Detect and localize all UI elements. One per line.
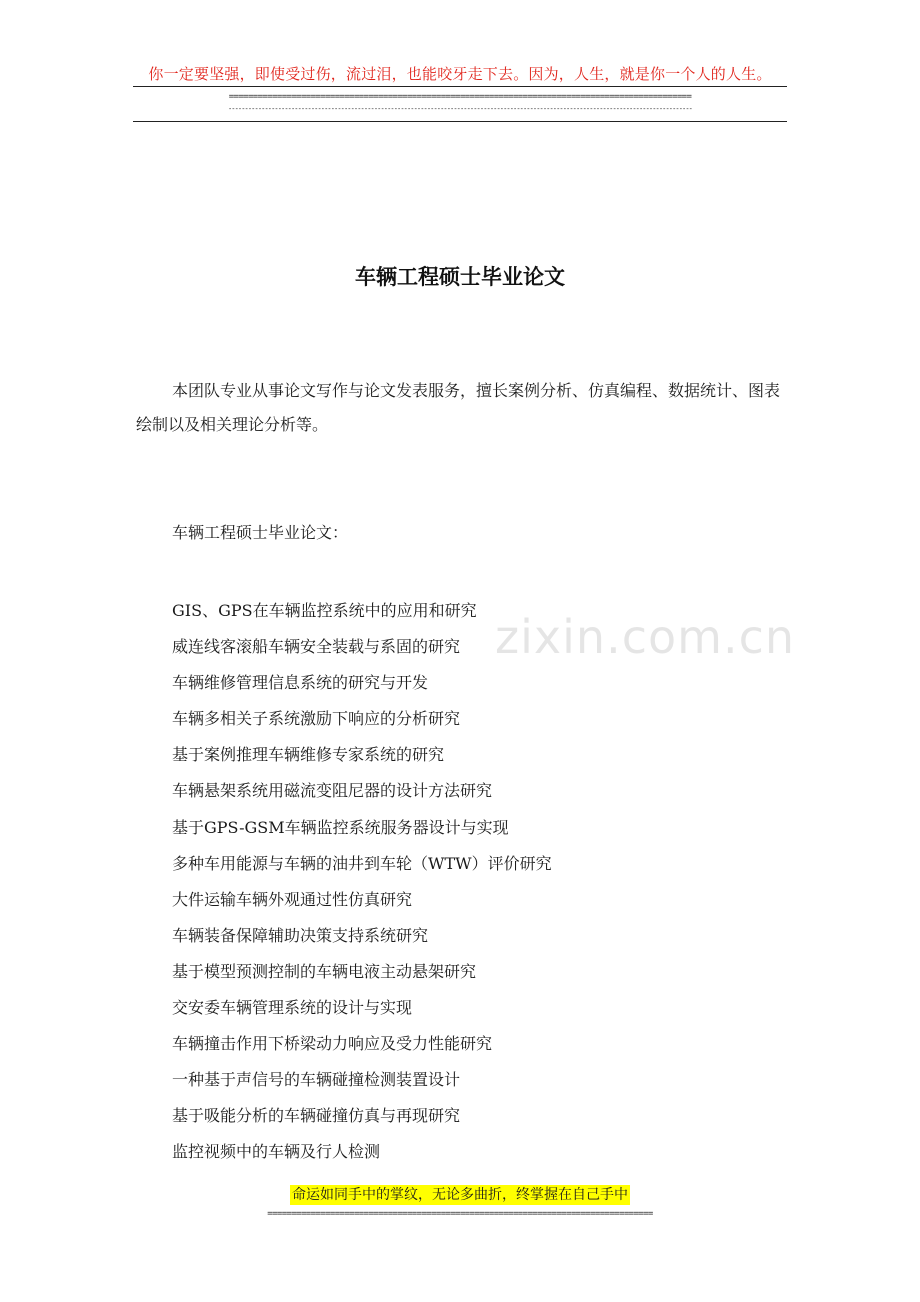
topic-item: 车辆撞击作用下桥梁动力响应及受力性能研究 (172, 1034, 493, 1054)
topic-item: 交安委车辆管理系统的设计与实现 (172, 998, 413, 1018)
topic-item: 车辆维修管理信息系统的研究与开发 (172, 673, 429, 693)
page-footer (0, 1184, 920, 1221)
header-rule-bottom (133, 121, 787, 122)
topic-item: 基于模型预测控制的车辆电液主动悬架研究 (172, 961, 477, 981)
topic-item: 基于案例推理车辆维修专家系统的研究 (172, 745, 445, 765)
page-header (133, 62, 787, 122)
topic-item: 车辆多相关子系统激励下响应的分析研究 (172, 709, 461, 729)
topic-item: 威连线客滚船车辆安全装载与系固的研究 (172, 637, 461, 657)
topic-item: 基于吸能分析的车辆碰撞仿真与再现研究 (172, 1106, 461, 1126)
watermark: zixin.com.cn (495, 610, 796, 664)
list-heading: 车辆工程硕士毕业论文： (172, 523, 349, 542)
topic-item: 车辆悬架系统用磁流变阻尼器的设计方法研究 (172, 781, 493, 801)
header-separator-equals: ================================================================================================ (228, 92, 692, 102)
document-title: 车辆工程硕士毕业论文 (355, 265, 565, 289)
header-quote: 你一定要坚强，即使受过伤，流过泪，也能咬牙走下去。因为，人生，就是你一个人的人生。 (148, 65, 772, 83)
topic-item: 多种车用能源与车辆的油井到车轮（WTW）评价研究 (172, 853, 552, 873)
topic-list (172, 593, 552, 1171)
topic-item: 一种基于声信号的车辆碰撞检测装置设计 (172, 1070, 461, 1090)
footer-quote: 命运如同手中的掌纹，无论多曲折，终掌握在自己手中 (292, 1187, 628, 1203)
intro-paragraph: 本团队专业从事论文写作与论文发表服务，擅长案例分析、仿真编程、数据统计、图表绘制以及相关理论分析等。 (136, 381, 781, 434)
topic-item: GIS、GPS在车辆监控系统中的应用和研究 (172, 601, 477, 620)
topic-item: 车辆装备保障辅助决策支持系统研究 (172, 925, 429, 945)
header-rule-top (133, 86, 787, 87)
topic-item: 基于GPS-GSM车辆监控系统服务器设计与实现 (172, 817, 509, 837)
footer-separator-equals: ================================================================================ (267, 1209, 653, 1219)
topic-item: 监控视频中的车辆及行人检测 (172, 1142, 381, 1162)
topic-item: 大件运输车辆外观通过性仿真研究 (172, 889, 413, 909)
header-separator-dashes: -------------------------------------------------------------------------------------------------------------------------------------------- (227, 105, 692, 113)
